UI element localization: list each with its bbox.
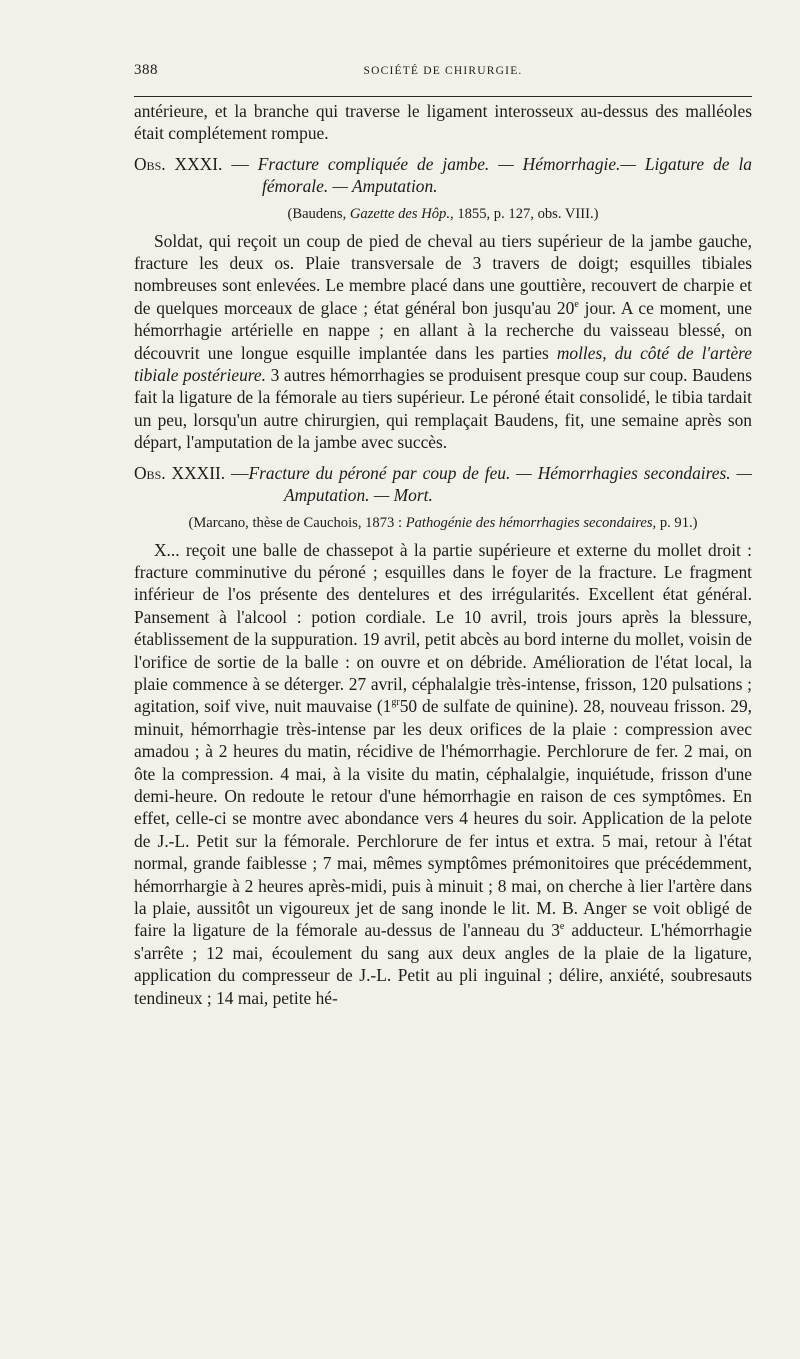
observation-31-title: Fracture compliquée de jambe. — Hémorrhagie.— Ligature de la fémorale. — Amputation. — [257, 153, 752, 197]
observation-32-source-title: Pathogénie des hémorrhagies secondaires, — [405, 514, 657, 531]
observation-32-text-superscript: gr — [391, 697, 400, 709]
observation-31-text-italic: molles, du côté de l'artère tibiale postérieure. — [134, 342, 752, 386]
observation-32-heading — [134, 462, 752, 507]
observation-31-source — [134, 204, 752, 224]
observation-32-source — [134, 513, 752, 533]
observation-31-source-rest: , 1855, p. 127, obs. VIII.) — [450, 205, 599, 222]
page-header — [134, 60, 752, 86]
observation-32-text-part2: 50 de sulfate de quinine). 28, nouveau frisson. 29, minuit, hémorrhagie très-intense par les deux orifices de la plaie : compression avec amadou ; à 2 heures du matin, récidive de l'hémorrhagie. Perchlorure de fer. 2 mai, on ôte la compression. 4 mai, à la visite du matin, céphalalgie, inquiétude, frisson d'une demi-heure. On redoute le retour d'une hémorrhagie en raison de ces symptômes. En effet, celle-ci se montre avec abondance vers 4 heures du soir. Application de la pelote de J.-L. Petit sur la fémorale. Perchlorure de fer intus et extra. 5 mai, retour à l'état normal, grande faiblesse ; 7 mai, mêmes symptômes prémonitoires que précédemment, hémorrhargie à 2 heures après-midi, puis à minuit ; 8 mai, on cherche à lier l'artère dans la plaie, aussitôt un vigoureux jet de sang inonde le lit. M. B. Anger se voit obligé de faire la ligature de la fémorale au-dessus de l'anneau du 3 — [134, 696, 752, 941]
observation-32-text-part1: X... reçoit une balle de chassepot à la partie supérieure et externe du mollet droit : fracture comminutive du péroné ; esquilles dans le foyer de la fracture. Le fragment inférieur de l'os présente des dentelures et des irrégularités. Excellent état général. Pansement à l'alcool : potion cordiale. Le 10 avril, trois jours après la blessure, établissement de la suppuration. 19 avril, petit abcès au bord interne du mollet, voisin de l'orifice de sortie de la balle : on ouvre et on débride. Amélioration de l'état local, la plaie commence à se déterger. 27 avril, céphalalgie très-intense, frisson, 120 pulsations ; agitation, soif vive, nuit mauvaise (1 — [134, 539, 752, 717]
page-body — [134, 100, 752, 1009]
observation-32-text-part3: adducteur. L'hémorrhagie s'arrête ; 12 mai, écoulement du sang aux deux angles de la plaie de la ligature, application du compresseur de J.-L. Petit au pli inguinal ; délire, anxiété, soubresauts tendineux ; 14 mai, petite hé- — [134, 920, 753, 1008]
observation-32-text — [134, 539, 752, 1010]
observation-31-text-part3: 3 autres hémorrhagies se produisent presque coup sur coup. Baudens fait la ligature de la fémorale au tiers supérieur. Le péroné était consolidé, le tibia tardait un peu, lorsqu'un autre chirurgien, qui remplaçait Baudens, fit, une semaine après son départ, l'amputation de la jambe avec succès. — [134, 365, 752, 453]
observation-31-text-superscript: e — [574, 299, 579, 311]
observation-32-source-rest: p. 91.) — [656, 514, 698, 531]
observation-31-heading — [134, 153, 752, 198]
observation-31-text-part2: jour. A ce moment, une hémorrhagie artérielle en nappe ; en allant à la recherche du vaisseau blessé, on découvrit une longue esquille implantée dans les parties — [134, 297, 752, 363]
intro-paragraph: antérieure, et la branche qui traverse le ligament interosseux au-dessus des malléoles était complétement rompue. — [134, 101, 752, 144]
observation-31-text-part1: Soldat, qui reçoit un coup de pied de cheval au tiers supérieur de la jambe gauche, fracture les deux os. Plaie transversale de 3 travers de doigt; esquilles tibiales nombreuses sont enlevées. Le membre placé dans une gouttière, recouvert de charpie et de quelques morceaux de glace ; état général bon jusqu'au 20 — [134, 230, 752, 318]
observation-31-text — [134, 230, 752, 454]
observation-32-title: Fracture du péroné par coup de feu. — Hémorrhagies secondaires. — Amputation. — Mort. — [248, 462, 752, 506]
observation-32-title-separator: — — [225, 462, 249, 483]
observation-32-source-author: (Marcano, thèse de Cauchois, 1873 : — [188, 514, 406, 531]
running-title: SOCIÉTÉ DE CHIRURGIE. — [363, 65, 523, 77]
observation-31-source-journal: Gazette des Hôp. — [349, 205, 451, 222]
header-rule — [134, 96, 752, 97]
observation-32-text-superscript-2: e — [559, 921, 565, 933]
page-number: 388 — [134, 62, 158, 78]
observation-31-label: Obs. XXXI. — [134, 153, 223, 174]
observation-32-label: Obs. XXXII. — [134, 462, 226, 483]
observation-31-title-separator: — — [222, 153, 258, 174]
observation-31-source-author: (Baudens, — [287, 205, 350, 222]
